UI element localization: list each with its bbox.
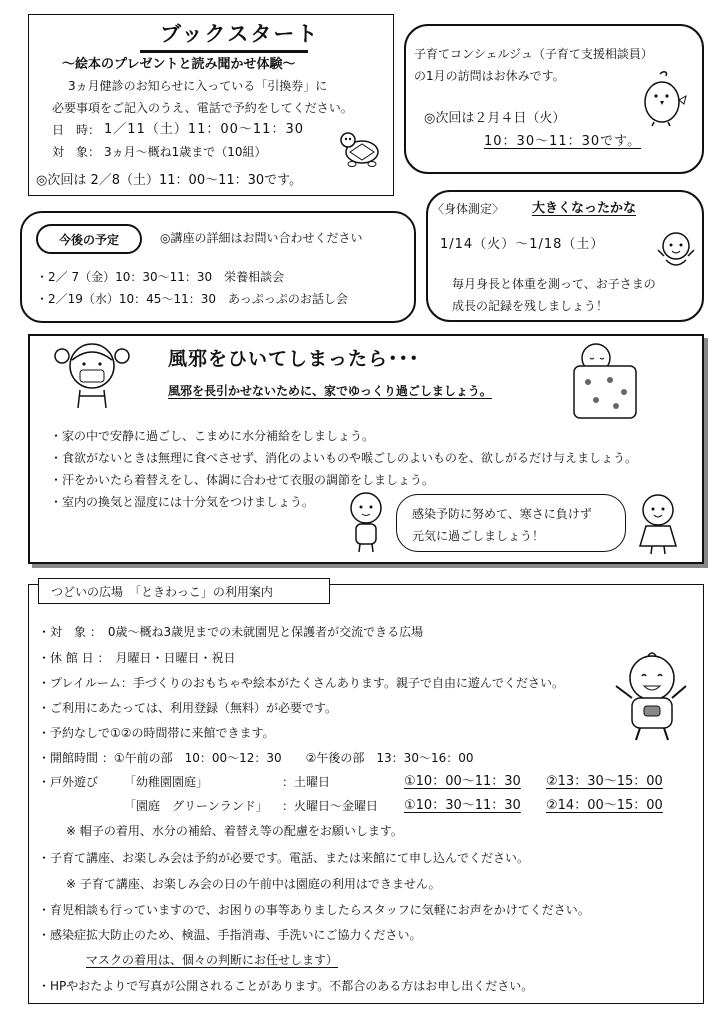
outdoor-place-2: 「園庭 グリーンランド」: [124, 799, 268, 813]
hiroba-row-playroom: ・プレイルーム：手づくりのおもちゃや絵本がたくさんあります。親子で自由に遊んでください。: [38, 676, 564, 690]
measure-dates: 1/14（火）～1/18（土）: [440, 237, 605, 252]
baby-illustration: [654, 228, 698, 270]
cold-title: 風邪をひいてしまったら･･･: [168, 348, 420, 370]
concierge-line1: 子育てコンシェルジュ（子育て支援相談員）: [414, 47, 653, 61]
hiroba-outdoor-label: ・戸外遊び: [38, 775, 99, 789]
outdoor-slot2-1: ②13：30～15：00: [546, 774, 663, 789]
measure-title: 大きくなったかな: [532, 201, 637, 216]
schedule-pill: 今後の予定: [36, 224, 142, 254]
hiroba-row-closed: ・休 館 日 ： 月曜日・日曜日・祝日: [38, 651, 236, 665]
hiroba-note-course: ※ 子育て講座、お楽しみ会の日の午前中は園庭の利用はできません。: [66, 877, 441, 891]
measure-label: 〈身体測定〉: [432, 202, 505, 216]
hiroba-row-hours: ・開館時間 ：①午前の部 10：00～12：30 ②午後の部 13：30～16：00: [38, 751, 474, 765]
girl-mask-illustration: [50, 340, 134, 410]
bookstart-date-label: 日 時：: [52, 123, 101, 137]
cold-bullet-1: ・家の中で安静に過ごし、こまめに水分補給をしましょう。: [50, 429, 375, 443]
outdoor-place-1: 「幼稚園園庭」: [124, 775, 209, 789]
hiroba-row-target: ・対 象 ： 0歳～概ね3歳児までの未就園児と保護者が交流できる広場: [38, 625, 424, 639]
sleeping-baby-illustration: [566, 340, 646, 422]
hiroba-row-consult: ・育児相談も行っていますので、お困りの事等ありましたらスタッフに気軽にお声をかけてください。: [38, 903, 590, 917]
cold-subtitle: 風邪を長引かせないために、家でゆっくり過ごしましょう。: [168, 384, 492, 398]
schedule-item-2: ・2／19（水）10：45～11：30 あっぷっぷのお話し会: [36, 292, 348, 306]
hiroba-note-hat: ※ 帽子の着用、水分の補給、着替え等の配慮をお願いします。: [66, 824, 403, 838]
chick-illustration: [638, 70, 688, 126]
bookstart-subtitle: ～絵本のプレゼントと読み聞かせ体験～: [62, 57, 296, 72]
concierge-next-label: ◎次回は２月４日（火）: [424, 111, 566, 126]
concierge-next-time: 10：30～11：30です。: [484, 134, 642, 149]
bookstart-target-value: 3ヵ月～概ね1歳まで（10組）: [104, 145, 267, 159]
hiroba-row-photo: ・HPやおたよりで写真が公開されることがあります。不都合のある方はお申し出ください。: [38, 979, 534, 993]
outdoor-slot1-2: ①10：30～11：30: [404, 798, 521, 813]
bookstart-title-underline: [140, 50, 308, 53]
bookstart-target-label: 対 象：: [52, 145, 101, 159]
hiroba-row-register: ・ご利用にあたっては、利用登録（無料）が必要です。: [38, 701, 338, 715]
cold-bubble-line2: 元気に過ごしましょう！: [412, 529, 545, 543]
cold-bubble-line1: 感染予防に努めて、寒さに負けず: [412, 507, 592, 521]
outdoor-slot1-1: ①10：00～11：30: [404, 774, 521, 789]
cold-bullet-2: ・食欲がないときは無理に食べさせず、消化のよいものや喉ごしのよいものを、欲しがるだけ与えましょう。: [50, 451, 638, 465]
cold-bullet-4: ・室内の換気と湿度には十分気をつけましょう。: [50, 495, 315, 509]
bookstart-date-value: 1／11（土）11：00～11：30: [104, 122, 304, 137]
bookstart-line1: 3ヵ月健診のお知らせに入っている「引換券」に: [68, 79, 328, 93]
cold-speech-bubble: [396, 494, 626, 552]
hiroba-row-course: ・子育て講座、お楽しみ会は予約が必要です。電話、または来館にて申し込んでください。: [38, 851, 530, 865]
hiroba-row-infection: ・感染症拡大防止のため、検温、手指消毒、手洗いにご協力ください。: [38, 928, 422, 942]
outdoor-days-2: ：火曜日～金曜日: [282, 799, 379, 813]
bookstart-line2: 必要事項をご記入のうえ、電話で予約をしてください。: [52, 101, 353, 115]
toddler-illustration: [612, 650, 690, 742]
outdoor-slot2-2: ②14：00～15：00: [546, 798, 663, 813]
turtle-illustration: [338, 126, 386, 168]
cold-bullet-3: ・汗をかいたら着替えをし、体調に合わせて衣服の調節をしましょう。: [50, 473, 435, 487]
hiroba-mask-note: マスクの着用は、個々の判断にお任せします）: [86, 953, 339, 967]
measure-line2: 成長の記録を残しましょう！: [452, 299, 609, 313]
girl-illustration: [632, 492, 684, 556]
hiroba-banner: つどいの広場 「ときわっこ」の利用案内: [38, 578, 330, 604]
bookstart-title: ブックスタート: [160, 22, 320, 46]
schedule-note: ◎講座の詳細はお問い合わせください: [160, 231, 363, 245]
boy-illustration: [344, 490, 388, 554]
bookstart-next: ◎次回は 2／8（土）11：00～11：30です。: [36, 173, 303, 188]
concierge-line2: の1月の訪問はお休みです。: [414, 69, 565, 83]
measure-line1: 毎月身長と体重を測って、お子さまの: [452, 277, 656, 291]
schedule-item-1: ・2／ 7（金）10：30～11：30 栄養相談会: [36, 270, 285, 284]
hiroba-row-reservation: ・予約なしで①②の時間帯に来館できます。: [38, 726, 275, 740]
outdoor-days-1: ：土曜日: [282, 775, 331, 789]
